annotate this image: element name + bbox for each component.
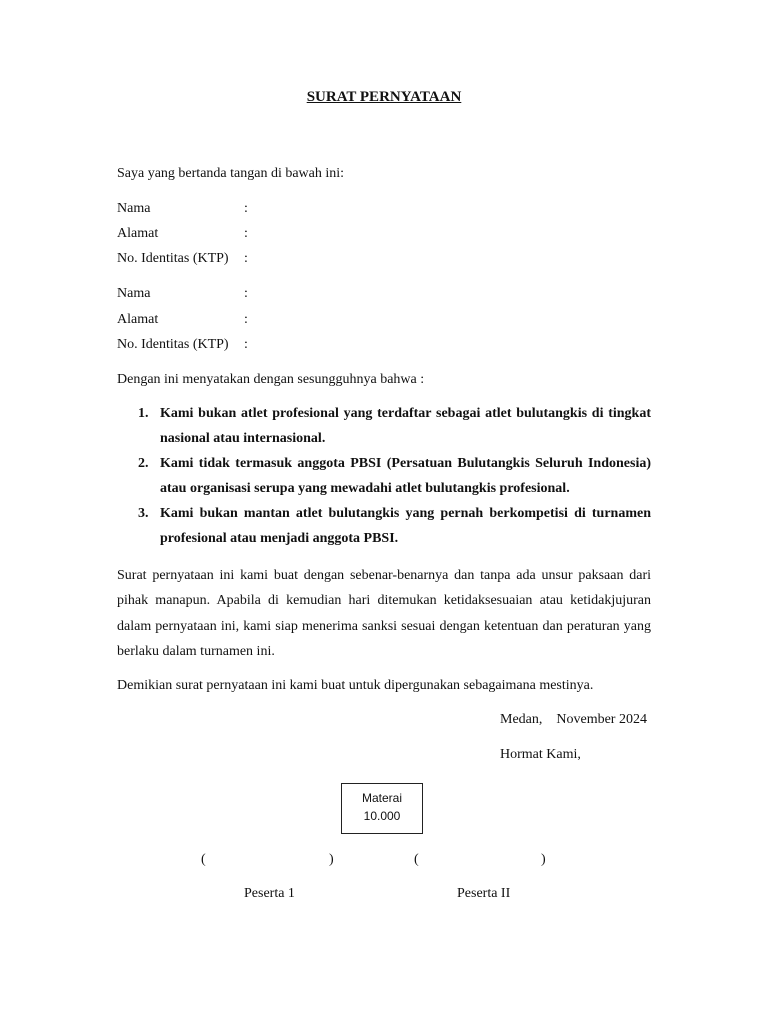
regards-text: Hormat Kami, — [500, 747, 581, 762]
stamp-value: 10.000 — [363, 809, 401, 823]
statement-number: 1. — [138, 406, 149, 421]
signature-1-label: Peserta 1 — [244, 886, 295, 901]
person-2-id-colon: : — [244, 337, 248, 352]
signature-2-close: ) — [541, 852, 546, 867]
statement-text: Kami tidak termasuk anggota PBSI (Persatuan Bulutangkis Seluruh Indonesia) atau organisasi serupa yang mewadahi atlet bulutangkis profesional. — [160, 456, 651, 496]
person-2-name-colon: : — [244, 286, 248, 301]
stamp-label: Materai — [361, 791, 402, 805]
place-date: Medan, November 2024 — [500, 712, 647, 727]
signature-1-open: ( — [201, 852, 206, 867]
person-1-address-colon: : — [244, 226, 248, 241]
signature-1-close: ) — [329, 852, 334, 867]
person-1-id-label: No. Identitas (KTP) — [117, 251, 229, 266]
person-2-name-label: Nama — [117, 286, 151, 301]
statement-item — [117, 501, 651, 551]
person-2-address-colon: : — [244, 312, 248, 327]
signature-2-open: ( — [414, 852, 419, 867]
statement-list — [117, 401, 651, 551]
closing-text: Demikian surat pernyataan ini kami buat untuk dipergunakan sebagaimana mestinya. — [117, 678, 594, 693]
signature-2-label: Peserta II — [457, 886, 511, 901]
person-1-name-colon: : — [244, 201, 248, 216]
statement-item — [117, 451, 651, 501]
statement-text: Kami bukan atlet profesional yang terdaftar sebagai atlet bulutangkis di tingkat nasional atau internasional. — [160, 406, 651, 446]
person-2-id-label: No. Identitas (KTP) — [117, 337, 229, 352]
person-1-name-label: Nama — [117, 201, 151, 216]
stamp-box — [341, 783, 423, 834]
statement-intro: Dengan ini menyatakan dengan sesungguhnya bahwa : — [117, 372, 425, 387]
statement-text: Kami bukan mantan atlet bulutangkis yang pernah berkompetisi di turnamen profesional atau menjadi anggota PBSI. — [160, 506, 651, 546]
document-title: SURAT PERNYATAAN — [306, 89, 462, 105]
person-1-id-colon: : — [244, 251, 248, 266]
statement-item — [117, 401, 651, 451]
person-2-address-label: Alamat — [117, 312, 159, 327]
statement-number: 3. — [138, 506, 149, 521]
intro-text: Saya yang bertanda tangan di bawah ini: — [117, 166, 345, 181]
body-paragraph: Surat pernyataan ini kami buat dengan sebenar-benarnya dan tanpa ada unsur paksaan dari pihak manapun. Apabila di kemudian hari ditemukan ketidaksesuaian atau ketidakjujuran dalam pernyataan ini, kami siap menerima sanksi sesuai dengan ketentuan dan peraturan yang berlaku dalam turnamen ini. — [117, 568, 651, 659]
statement-number: 2. — [138, 456, 149, 471]
person-1-address-label: Alamat — [117, 226, 159, 241]
